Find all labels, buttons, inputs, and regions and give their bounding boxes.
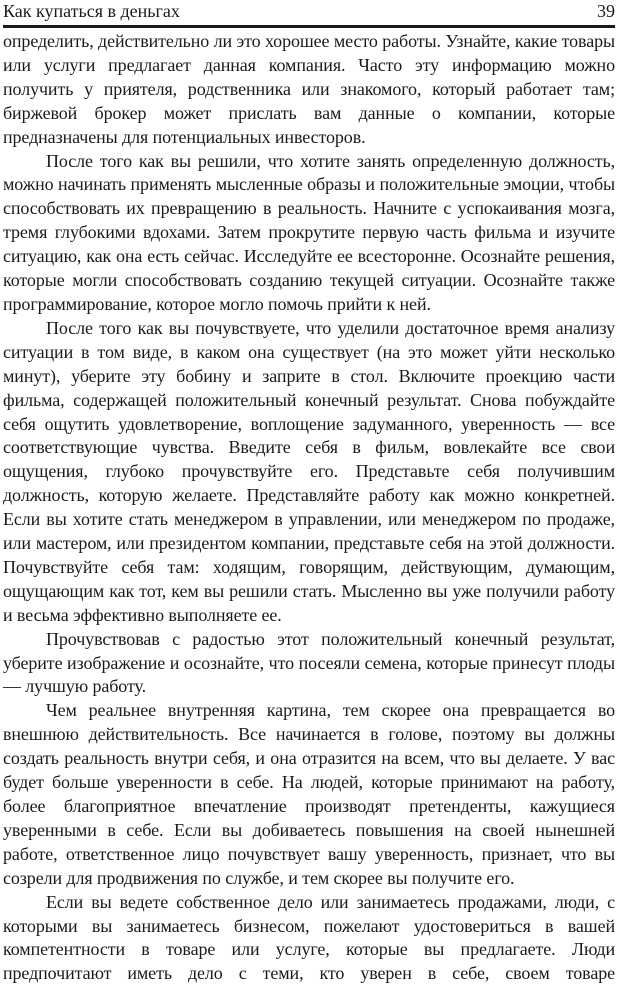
paragraph-6: Если вы ведете собственное дело или занимаетесь продажами, люди, с которыми вы занимаетесь бизнесом, пожелают удостовериться в вашей компетентности в товаре или услуге, которые вы предлагаете. Люди предпочитают иметь дело с теми, кто уверен в себе, своем товаре: [3, 891, 615, 984]
page-number: 39: [597, 1, 615, 21]
body-text: [3, 30, 615, 986]
paragraph-1: определить, действительно ли это хорошее место работы. Узнайте, какие товары или услуги предлагает данная компания. Часто эту информацию можно получить у приятеля, родственника или знакомого, который работает там; биржевой брокер может прислать вам данные о компании, которые предназначены для потенциальных инвесторов.: [3, 31, 615, 147]
paragraph-3: После того как вы почувствуете, что уделили достаточное время анализу ситуации в том виде, в каком она существует (на это может уйти несколько минут), уберите эту бобину и заприте в стол. Включите проекцию части фильма, содержащей положительный конечный результат. Снова побуждайте себя ощутить удовлетворение, воплощение задуманного, уверенность — все соответствующие чувства. Введите себя в фильм, вовлекайте все свои ощущения, глубоко прочувствуйте его. Представьте себя получившим должность, которую желаете. Представляйте работу как можно конкретней. Если вы хотите стать менеджером в управлении, или менеджером по продаже, или мастером, или президентом компании, представьте себя на этой должности. Почувствуйте себя там: ходящим, говорящим, действующим, думающим, ощущающим как тот, кем вы решили стать. Мысленно вы уже получили работу и весьма эффективно выполняете ее.: [3, 317, 615, 625]
paragraph-5: Чем реальнее внутренняя картина, тем скорее она превращается во внешнюю действительность. Все начинается в голове, поэтому вы должны создать реальность внутри себя, и она отразится на всем, что вы делаете. У вас будет больше уверенности в себе. На людей, которые принимают на работу, более благоприятное впечатление производят претенденты, кажущиеся уверенными в себе. Если вы добиваетесь повышения на своей нынешней работе, ответственное лицо почувствует вашу уверенность, признает, что вы созрели для продвижения по службе, и тем скорее вы получите его.: [3, 700, 615, 888]
page-header: [3, 0, 615, 24]
paragraph-4: Прочувствовав с радостью этот положительный конечный результат, уберите изображение и осознайте, что посеяли семена, которые принесут плоды — лучшую работу.: [3, 628, 615, 697]
running-title: Как купаться в деньгах: [3, 1, 180, 21]
header-rule: [3, 25, 615, 28]
paragraph-2: После того как вы решили, что хотите занять определенную должность, можно начинать применять мысленные образы и положительные эмоции, чтобы способствовать их превращению в реальность. Начните с успокаивания мозга, тремя глубокими вдохами. Затем прокрутите первую часть фильма и изучите ситуацию, как она есть сейчас. Исследуйте ее всесторонне. Осознайте решения, которые могли способствовать созданию текущей ситуации. Осознайте также программирование, которое могло помочь прийти к ней.: [3, 150, 615, 314]
